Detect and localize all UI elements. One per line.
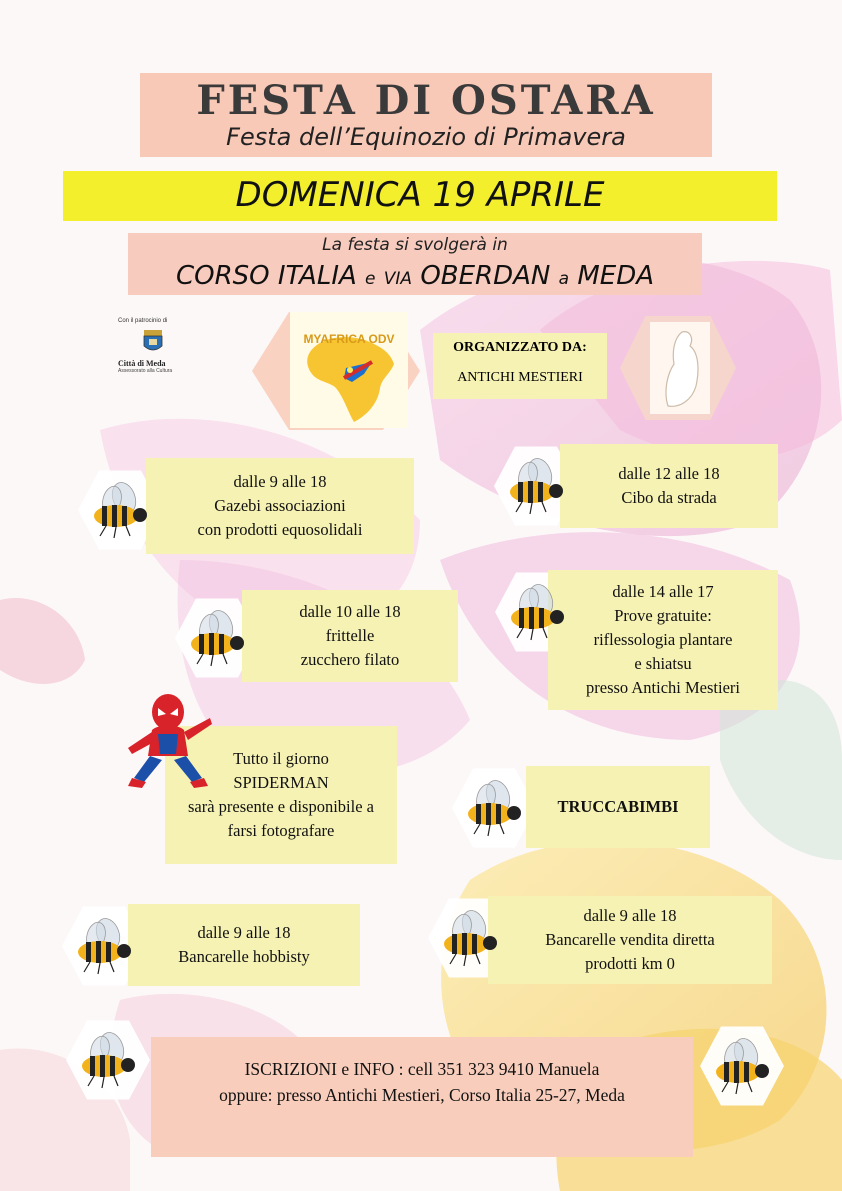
myafrica-logo xyxy=(290,312,408,428)
event-time: dalle 12 alle 18 xyxy=(618,464,720,483)
event-card-gazebi xyxy=(146,458,414,554)
event-card-frittelle xyxy=(242,590,458,682)
bee-icon xyxy=(86,480,156,545)
event-card-cibo xyxy=(560,444,778,528)
location-intro: La festa si svolgerà in xyxy=(322,235,508,255)
bee-icon xyxy=(503,582,573,647)
event-card-truccabimbi xyxy=(526,766,710,848)
bee-icon xyxy=(436,908,506,973)
title-box xyxy=(140,73,712,157)
organized-label: ORGANIZZATO DA: xyxy=(453,340,587,355)
event-card-prove xyxy=(548,570,778,710)
info-box xyxy=(151,1037,693,1157)
event-desc-line: Gazebi associazioni xyxy=(214,496,346,515)
location-e: e xyxy=(365,269,376,289)
event-time: dalle 14 alle 17 xyxy=(612,582,714,601)
event-desc-line: presso Antichi Mestieri xyxy=(586,678,740,697)
event-card-km0 xyxy=(488,896,772,984)
info-line-address: oppure: presso Antichi Mestieri, Corso Italia 25-27, Meda xyxy=(219,1085,625,1105)
event-desc-line: e shiatsu xyxy=(634,654,692,673)
event-time: dalle 10 alle 18 xyxy=(299,602,401,621)
event-subtitle: Festa dell’Equinozio di Primavera xyxy=(226,123,626,151)
event-desc-line: TRUCCABIMBI xyxy=(557,797,679,816)
patronage-text: Con il patrocinio di xyxy=(118,318,168,324)
city-crest-icon xyxy=(142,328,164,354)
event-desc-line: Prove gratuite: xyxy=(614,606,712,625)
event-date: DOMENICA 19 APRILE xyxy=(235,175,605,215)
event-time: dalle 9 alle 18 xyxy=(197,923,291,942)
bee-icon xyxy=(70,916,140,981)
location-via: VIA xyxy=(383,269,413,289)
info-line-phone: ISCRIZIONI e INFO : cell 351 323 9410 Manuela xyxy=(244,1059,600,1079)
location-box xyxy=(128,233,702,295)
event-desc-line: Bancarelle hobbisty xyxy=(178,947,310,966)
city-patronage xyxy=(118,318,206,414)
bee-icon xyxy=(74,1030,144,1095)
organizer-box xyxy=(433,333,607,399)
event-time: Tutto il giorno xyxy=(233,749,329,768)
event-card-hobbisty xyxy=(128,904,360,986)
event-time: dalle 9 alle 18 xyxy=(233,472,327,491)
event-desc-line: Cibo da strada xyxy=(621,488,717,507)
location-text xyxy=(128,261,702,291)
event-desc-line: sarà presente e disponibile a xyxy=(187,797,374,816)
bee-icon xyxy=(460,778,530,843)
event-desc-line: SPIDERMAN xyxy=(233,773,329,792)
location-corso-italia: CORSO ITALIA xyxy=(175,261,357,291)
event-desc-line: farsi fotografare xyxy=(227,821,335,840)
location-oberdan: OBERDAN xyxy=(420,261,551,291)
event-desc-line: con prodotti equosolidali xyxy=(197,520,363,539)
event-desc-line: prodotti km 0 xyxy=(585,954,675,973)
location-a: a xyxy=(558,269,570,289)
event-desc-line: frittelle xyxy=(325,626,375,645)
bee-icon xyxy=(183,608,253,673)
event-desc-line: riflessologia plantare xyxy=(593,630,733,649)
event-title: FESTA DI OSTARA xyxy=(196,77,656,124)
organizer-name: ANTICHI MESTIERI xyxy=(457,370,583,385)
event-time: dalle 9 alle 18 xyxy=(583,906,677,925)
city-name: Città di Meda xyxy=(118,359,166,368)
event-desc-line: zucchero filato xyxy=(300,650,400,669)
city-dept: Assessorato alla Cultura xyxy=(118,368,173,374)
bee-icon xyxy=(708,1036,778,1101)
africa-map-icon xyxy=(290,312,408,428)
event-desc-line: Bancarelle vendita diretta xyxy=(545,930,715,949)
spiderman-icon xyxy=(118,690,218,794)
date-banner xyxy=(63,171,777,221)
myafrica-logo-text: MYAFRICA ODV xyxy=(303,332,395,346)
location-meda: MEDA xyxy=(577,261,655,291)
bee-icon xyxy=(502,456,572,521)
